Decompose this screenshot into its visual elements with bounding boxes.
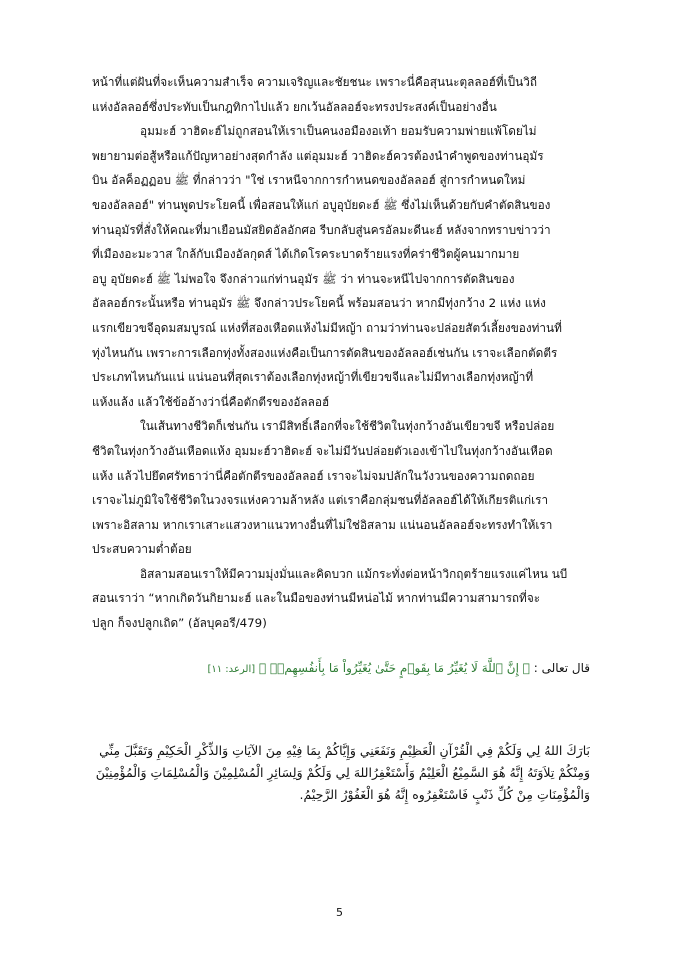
text-line: หน้าที่แต่ฝันที่จะเห็นความสำเร็จ ความเจริญและชัยชนะ เพราะนี่คือสุนนะตุลลอฮ์ที่เป็นวิถี xyxy=(92,75,537,89)
text-line: ที่เมืองอะมะวาส ใกล้กับเมืองอัลกุดส์ ได้เกิดโรคระบาดร้ายแรงที่คร่าชีวิตผู้คนมากมาย xyxy=(92,247,520,262)
text-line: แห้งแล้ง แล้วใช้ข้ออ้างว่านี่คือตักตีรของอัลลอฮ์ xyxy=(92,394,330,409)
dua-line: وَمِنْكُمْ تِلاَوَتَهُ إِنَّهُ هُوَ السَّمِيْعُ الْعَلِيْمُ وَأَسْتَغْفِرُاللهَ لِي وَلَكُمْ وَلِسَائِرِ الْمُسْلِمِيْنَ وَالْمُسْلِمَاتِ وَالْمُؤْمِنِيْنَ xyxy=(95,765,590,780)
quran-intro: قال تعالى : xyxy=(533,661,590,675)
text-line: ท่านอุมัรที่สั่งให้คณะที่มาเยือนมัสยิดอัลอักศอ รีบกลับสู่นครอัลมะดีนะฮ์ หลังจากทราบข่าวว่า xyxy=(92,222,551,237)
paragraph-2 xyxy=(92,119,590,414)
closing-dua xyxy=(88,740,590,806)
text-line: บิน อัลค็อฏฏอบ ﷺ ที่กล่าวว่า "ใช่ เราหนีจากการกำหนดของอัลลอฮ์ สู่การกำหนดใหม่ xyxy=(92,173,526,188)
text-line: เพราะอิสลาม หากเราเสาะแสวงหาแนวทางอื่นที่ไม่ใช่อิสลาม แน่นอนอัลลอฮ์จะทรงทำให้เรา xyxy=(92,517,553,532)
text-line: ชีวิตในทุ่งกว้างอันเหือดแห้ง อุมมะฮ์วาฮิดะฮ์ จะไม่มีวันปล่อยตัวเองเข้าไปในทุ่งกว้างอันเหือด xyxy=(92,443,553,458)
text-line: อุมมะฮ์ วาฮิดะฮ์ไม่ถูกสอนให้เราเป็นคนงอมืองอเท้า ยอมรับความพ่ายแพ้โดยไม่ xyxy=(140,124,537,139)
quran-quote xyxy=(207,661,590,675)
body-text xyxy=(92,70,590,636)
text-line: ประสบความต่ำต้อย xyxy=(92,542,192,557)
text-line: อิสลามสอนเราให้มีความมุ่งมั่นและคิดบวก แม้กระทั่งต่อหน้าวิกฤตร้ายแรงแค่ไหน นบี xyxy=(140,566,568,581)
text-line: ทุ่งไหนกัน เพราะการเลือกทุ่งทั้งสองแห่งคือเป็นการตัดสินของอัลลอฮ์เช่นกัน เราจะเลือกตัดตีร xyxy=(92,345,558,360)
text-line: แห่งอัลลอฮ์ซึ่งประทับเป็นกฎทิกาไปแล้ว ยกเว้นอัลลอฮ์จะทรงประสงค์เป็นอย่างอื่น xyxy=(92,99,497,114)
text-line: แรกเขียวขจีอุดมสมบูรณ์ แห่งที่สองเหือดแห้งไม่มีหญ้า ถามว่าท่านจะปล่อยสัตว์เลี้ยงของท่านที่ xyxy=(92,320,562,335)
quran-reference: [الرعد: ١١] xyxy=(207,664,256,675)
text-line: ของอัลลอฮ์" ท่านพูดประโยคนี้ เพื่อสอนให้แก่ อบูอุบัยดะฮ์ ﷺ ซึ่งไม่เห็นด้วยกับคำตัดสินของ xyxy=(92,197,551,212)
dua-line: بَارَكَ اللهُ لِي وَلَكُمْ فِي الْقُرْآنِ الْعَظِيْمِ وَنَفَعَنِي وَإِيَّاكُمْ بِمَا فِيْهِ مِنَ الآيَاتِ وَالذِّكْرِ الْحَكِيْمِ وَتَقَبَّلَ مِنِّي xyxy=(99,743,590,758)
text-line: แห้ง แล้วไปยึดศรัทธาว่านี่คือตักตีรของอัลลอฮ์ เราจะไม่จมปลักในวังวนของความถดถอย xyxy=(92,468,535,483)
text-line: ประเภทไหนกันแน่ แน่นอนที่สุดเราต้องเลือกทุ่งหญ้าที่เขียวขจีและไม่มีทางเลือกทุ่งหญ้าที่ xyxy=(92,370,534,385)
quran-verse: ﴿ إِنَّ ٱللَّهَ لَا يُغَيِّرُ مَا بِقَوۡمٍ حَتَّىٰ يُغَيِّرُواْ مَا بِأَنفُسِهِمۡۗ ﴾ xyxy=(258,661,530,675)
text-line: พยายามต่อสู้หรือแก้ปัญหาอย่างสุดกำลัง แต่อุมมะฮ์ วาฮิดะฮ์ควรต้องนำคำพูดของท่านอุมัร xyxy=(92,148,544,163)
text-line: ปลูก ก็จงปลูกเถิด” (อัลบุคอรี/479) xyxy=(92,616,267,631)
text-line: ในเส้นทางชีวิตก็เช่นกัน เรามีสิทธิ์เลือกที่จะใช้ชีวิตในทุ่งกว้างอันเขียวขจี หรือปล่อย xyxy=(140,419,555,434)
dua-line: وَالْمُؤْمِنَاتِ مِنْ كُلِّ ذَنْبٍ فَاسْتَغْفِرُوه إِنَّهُ هُوَ الْغَفُوْرُ الرَّحِيْمُ. xyxy=(299,787,590,802)
text-line: สอนเราว่า “หากเกิดวันกิยามะฮ์ และในมือของท่านมีหน่อไม้ หากท่านมีความสามารถที่จะ xyxy=(92,591,541,606)
text-line: อัลลอฮ์กระนั้นหรือ ท่านอุมัร ﷺ จึงกล่าวประโยคนี้ พร้อมสอนว่า หากมีทุ่งกว้าง 2 แห่ง แห่ง xyxy=(92,296,546,311)
paragraph-3 xyxy=(92,414,590,562)
paragraph-4 xyxy=(92,562,590,636)
paragraph-1 xyxy=(92,70,590,119)
page-number: 5 xyxy=(336,906,343,919)
text-line: เราจะไม่ภูมิใจใช้ชีวิตในวงจรแห่งความล้าหลัง แต่เราคือกลุ่มชนที่อัลลอฮ์ได้ให้เกียรติแก่เรา xyxy=(92,493,549,508)
text-line: อบู อุบัยดะฮ์ ﷺ ไม่พอใจ จึงกล่าวแก่ท่านอุมัร ﷺ ว่า ท่านจะหนีไปจากการตัดสินของ xyxy=(92,271,515,286)
